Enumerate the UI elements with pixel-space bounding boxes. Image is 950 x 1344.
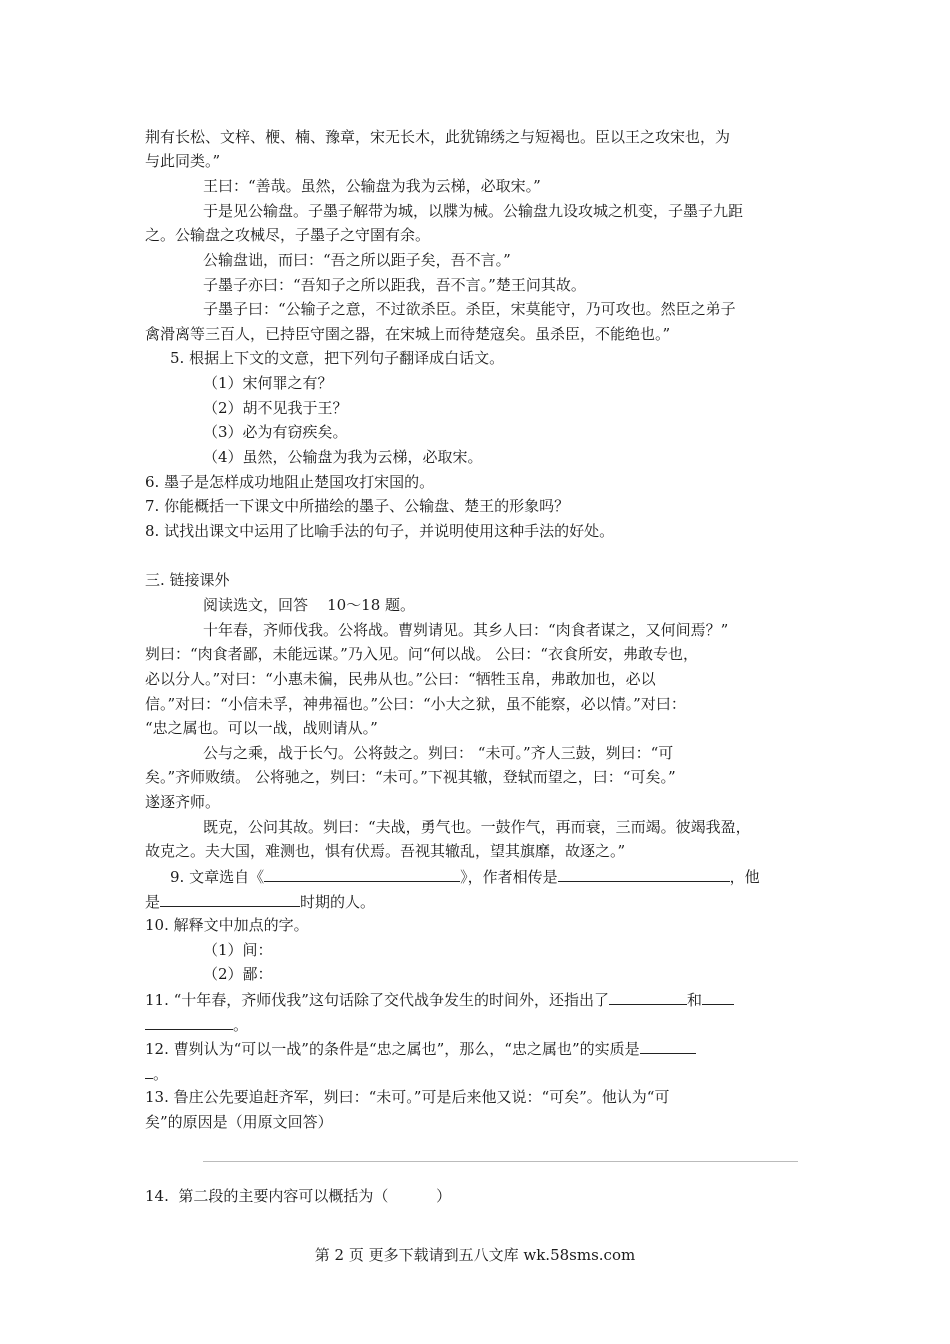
answer-blank[interactable]: [264, 866, 460, 882]
section-intro: 阅读选文，回答 10～18 题。: [203, 596, 416, 614]
question-9-text: 时期的人。: [300, 893, 376, 911]
passage-line: 王曰：“善哉。虽然，公输盘为我为云梯，必取宋。”: [203, 177, 541, 195]
question-9-text: 是: [145, 893, 161, 911]
passage-line: “忠之属也。可以一战，战则请从。”: [145, 719, 378, 737]
answer-blank[interactable]: [558, 866, 730, 882]
question-9-text: 》，作者相传是: [460, 868, 558, 886]
question-8: 8. 试找出课文中运用了比喻手法的句子，并说明使用这种手法的好处。: [145, 522, 615, 540]
question-10: 10. 解释文中加点的字。: [145, 916, 309, 934]
passage-line: 必以分人。”对曰：“小惠未徧，民弗从也。”公曰：“牺牲玉帛，弗敢加也，必以: [145, 670, 656, 688]
question-12-text: 12. 曹刿认为“可以一战”的条件是“忠之属也”，那么，“忠之属也”的实质是: [145, 1040, 640, 1058]
passage-line: 既克，公问其故。刿曰：“夫战，勇气也。一鼓作气，再而衰，三而竭。彼竭我盈，: [203, 818, 751, 836]
passage-line: 矣。”齐师败绩。 公将驰之，刿曰：“未可。”下视其辙，登轼而望之，曰：“可矣。”: [145, 768, 676, 786]
question-5-item: （3）必为有窃疾矣。: [203, 423, 348, 441]
answer-blank[interactable]: [160, 891, 300, 907]
question-11-text: 11. “十年春，齐师伐我”这句话除了交代战争发生的时间外，还指出了: [145, 991, 609, 1009]
passage-line: 公输盘诎，而曰：“吾之所以距子矣，吾不言。”: [203, 251, 511, 269]
answer-blank[interactable]: [702, 989, 734, 1005]
answer-blank[interactable]: [145, 1063, 153, 1079]
question-9-text: 9. 文章选自《: [170, 868, 265, 886]
passage-line: 信。”对曰：“小信未孚，神弗福也。”公曰：“小大之狱，虽不能察，必以情。”对曰：: [145, 695, 686, 713]
question-9-text: ，他: [729, 868, 760, 886]
question-13-cont: 矣”的原因是（用原文回答）: [145, 1113, 333, 1131]
question-11: [145, 989, 734, 1010]
passage-line: 与此同类。”: [145, 152, 221, 170]
passage-line: 故克之。夫大国，难测也，惧有伏焉。吾视其辙乱，望其旗靡，故逐之。”: [145, 842, 626, 860]
passage-line: 于是见公输盘。子墨子解带为城，以牒为械。公输盘九设攻城之机变，子墨子九距: [203, 202, 744, 220]
passage-line: 之。公输盘之攻械尽，子墨子之守圉有余。: [145, 226, 431, 244]
question-10-item: （2）鄙：: [203, 965, 273, 983]
question-9-cont: [145, 891, 375, 912]
passage-line: 子墨子亦曰：“吾知子之所以距我，吾不言。”楚王问其故。: [203, 276, 586, 294]
passage-line: 子墨子曰：“公输子之意，不过欲杀臣。杀臣，宋莫能守，乃可攻也。然臣之弟子: [203, 300, 736, 318]
question-14: 14. 第二段的主要内容可以概括为（ ）: [145, 1187, 452, 1205]
answer-blank[interactable]: [609, 989, 687, 1005]
passage-line: 荆有长松、文梓、楩、楠、豫章，宋无长木，此犹锦绣之与短褐也。臣以王之攻宋也，为: [145, 128, 731, 146]
section-heading: 三. 链接课外: [145, 571, 230, 589]
page-footer: 第 2 页 更多下载请到五八文库 wk.58sms.com: [314, 1246, 636, 1264]
passage-line: 禽滑离等三百人，已持臣守圉之器，在宋城上而待楚寇矣。虽杀臣，不能绝也。”: [145, 325, 671, 343]
passage-line: 遂逐齐师。: [145, 793, 221, 811]
question-5-item: （4）虽然，公输盘为我为云梯，必取宋。: [203, 448, 483, 466]
question-6: 6. 墨子是怎样成功地阻止楚国攻打宋国的。: [145, 473, 435, 491]
question-12-cont: [145, 1063, 168, 1084]
passage-line: 刿曰：“肉食者鄙，未能远谋。”乃入见。问“何以战。 公曰：“衣食所安，弗敢专也，: [145, 645, 698, 663]
question-10-item: （1）间：: [203, 941, 273, 959]
answer-line[interactable]: [203, 1161, 798, 1162]
question-5: 5. 根据上下文的文意，把下列句子翻译成白话文。: [170, 349, 505, 367]
question-11-text: 。: [233, 1016, 249, 1034]
question-13: 13. 鲁庄公先要追赶齐军，刿曰：“未可。”可是后来他又说：“可矣”。他认为“可: [145, 1088, 670, 1106]
question-7: 7. 你能概括一下课文中所描绘的墨子、公输盘、楚王的形象吗？: [145, 497, 570, 515]
question-12-text: 。: [153, 1065, 169, 1083]
question-12: [145, 1038, 696, 1059]
question-5-item: （2）胡不见我于王？: [203, 399, 348, 417]
passage-line: 十年春，齐师伐我。公将战。曹刿请见。其乡人曰：“肉食者谋之，又何间焉？”: [203, 621, 729, 639]
question-5-item: （1）宋何罪之有？: [203, 374, 333, 392]
question-11-text: 和: [686, 991, 702, 1009]
answer-blank[interactable]: [640, 1038, 696, 1054]
answer-blank[interactable]: [145, 1014, 233, 1030]
passage-line: 公与之乘，战于长勺。公将鼓之。刿曰： “未可。”齐人三鼓，刿曰：“可: [203, 744, 674, 762]
question-11-cont: [145, 1014, 248, 1035]
question-9: [170, 866, 760, 887]
